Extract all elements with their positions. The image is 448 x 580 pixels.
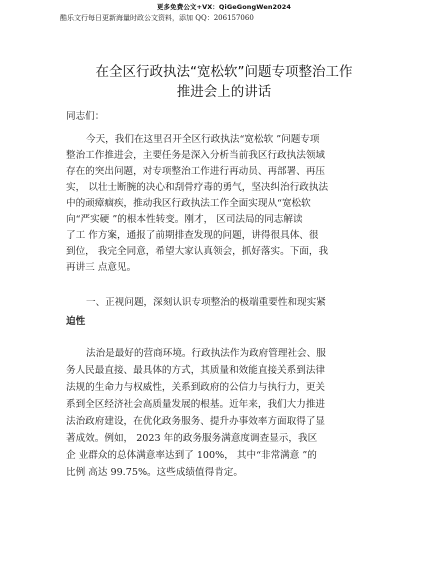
section-heading-line: 一、正视问题，深刻认识专项整治的极端重要性和现实紧 xyxy=(86,297,326,308)
paragraph-2-line: 法治是最好的营商环境。行政执法作为政府管理社会、服 xyxy=(86,348,326,359)
paragraph-1-line: 再讲三 点意见。 xyxy=(66,262,137,273)
paragraph-1-line: 实， 以壮士断腕的决心和刮骨疗毒的勇气，坚决纠治行政执法 xyxy=(66,182,329,193)
paragraph-1-line: 存在的突出问题，对专项整治工作进行再动员、再部署、再压 xyxy=(66,166,326,177)
section-heading-line: 迫性 xyxy=(66,316,86,327)
paragraph-1-line: 整治工作推进会，主要任务是深入分析当前我区行政执法领域 xyxy=(66,150,326,161)
paragraph-1-line: 今天，我们在这里召开全区行政执法“宽松软 ”问题专项 xyxy=(86,134,320,145)
header-notice: 酷乐文行每日更新海量时政公文资料，添加 QQ：206157060 xyxy=(60,14,254,22)
paragraph-1-line: 中的顽瘴痼疾，推动我区行政执法工作全面实现从“宽松软 xyxy=(66,198,311,209)
document-title-line-2: 推进会上的讲话 xyxy=(176,84,272,100)
promo-banner: 更多免费公文+VX：QiGeGongWen2024 xyxy=(156,3,292,11)
paragraph-2-line: 著成效。例如， 2023 年的政务服务满意度调查显示，我区 xyxy=(66,433,318,444)
paragraph-2-line: 法治政府建设，在优化政务服务、提升办事效率方面取得了显 xyxy=(66,416,326,427)
paragraph-2-line: 比例 高达 99.75%。这些成绩值得肯定。 xyxy=(66,467,243,478)
paragraph-2-line: 企 业群众的总体满意率达到了 100%， 其中“非常满意 ”的 xyxy=(66,450,317,461)
document-title-line-1: 在全区行政执法“宽松软”问题专项整治工作 xyxy=(95,64,353,80)
greeting: 同志们： xyxy=(66,111,105,122)
paragraph-1-line: 了工 作方案，通报了前期排查发现的问题，讲得很具体、很 xyxy=(66,230,319,241)
paragraph-2-line: 法规的生命力与权威性，关系到政府的公信力与执行力，更关 xyxy=(66,382,326,393)
paragraph-1-line: 向“严实硬 ”的根本性转变。刚才， 区司法局的同志解读 xyxy=(66,214,303,225)
paragraph-2-line: 务人民最直接、最具体的方式，其质量和效能直接关系到法律 xyxy=(66,365,326,376)
paragraph-2-line: 系到全区经济社会高质量发展的根基。近年来，我们大力推进 xyxy=(66,399,326,410)
paragraph-1-line: 到位， 我完全同意，希望大家认真领会，抓好落实。下面，我 xyxy=(66,246,329,257)
